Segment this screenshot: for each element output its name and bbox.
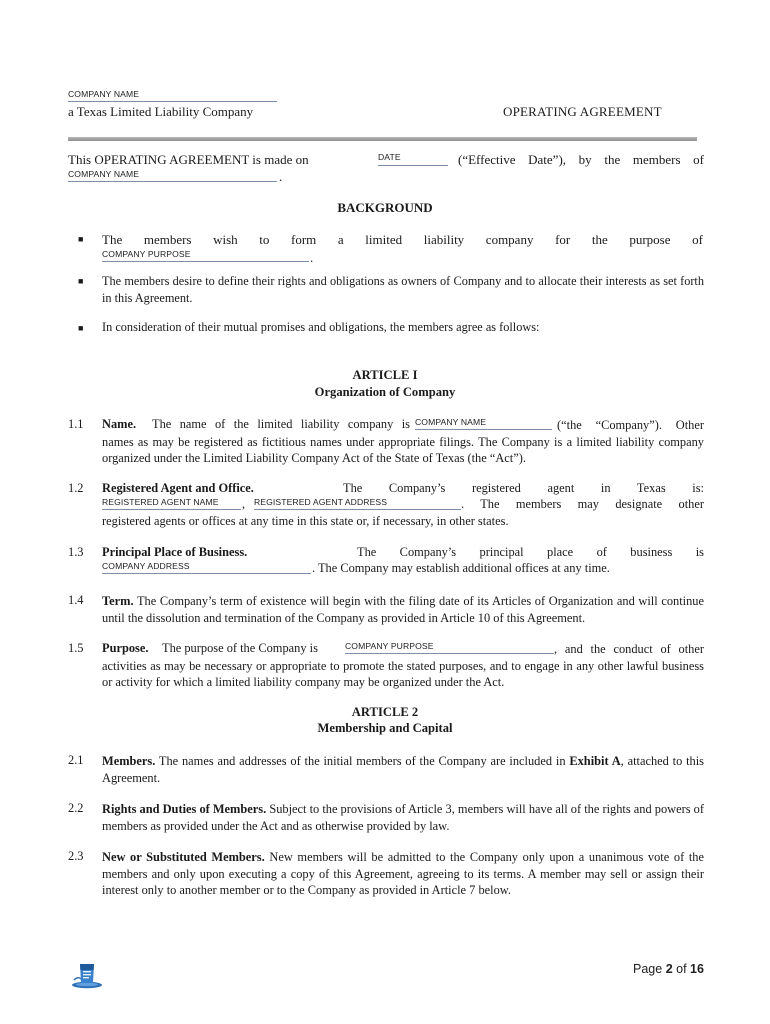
article1-subtitle: Organization of Company (314, 385, 456, 399)
section-1-1-text-a: The name of the limited liability company is (152, 417, 410, 431)
bullet1-period: . (310, 250, 314, 265)
header-divider (68, 137, 697, 141)
section-1-5-text-b: , and the conduct of other activities as may be necessary or appropriate to promote the stated purposes, and to engage in any other lawful business or activity for which a limited liability company may be organized under the Act. (102, 642, 704, 689)
background-purpose-field[interactable]: COMPANY PURPOSE (102, 249, 309, 262)
registered-agent-name-field[interactable]: REGISTERED AGENT NAME (102, 497, 241, 510)
article2-subtitle: Membership and Capital (317, 721, 453, 735)
purpose-field[interactable]: COMPANY PURPOSE (345, 641, 554, 654)
section-number: 2.2 (68, 801, 84, 815)
background-bullet-3: In consideration of their mutual promises and obligations, the members agree as follows: (102, 320, 540, 334)
intro-period: . (279, 169, 283, 184)
bullet-icon: ■ (78, 234, 84, 244)
background-bullet-2: The members desire to define their rights and obligations as owners of Company and to allocate their interests as set forth in this Agreement. (102, 274, 704, 305)
bullet-icon: ■ (78, 323, 84, 333)
page-total: 16 (690, 962, 704, 976)
exhibit-a-reference: Exhibit A (569, 754, 621, 768)
section-number: 1.4 (68, 593, 84, 607)
section-lead: Registered Agent and Office. (102, 481, 254, 495)
section-1-5-text-a: The purpose of the Company is (162, 641, 318, 655)
section-1-2-line1 (102, 481, 704, 497)
effective-date-field[interactable]: DATE (378, 152, 448, 166)
bullet-icon: ■ (78, 276, 84, 286)
page-current: 2 (665, 962, 673, 976)
section-number: 1.3 (68, 545, 84, 559)
section-lead: Name. (102, 417, 137, 431)
section-lead: Members. (102, 754, 156, 768)
section-2-3: New or Substituted Members. New members will be admitted to the Company only upon a unanimous vote of the members and only upon executing a copy of this Agreement, agreeing to its terms. A member may sell or assign their interest only to another member or to the Company as provided in Article 7 below. (102, 850, 704, 897)
hat-logo-icon (70, 956, 106, 990)
background-heading: BACKGROUND (337, 200, 433, 215)
registered-agent-address-field[interactable]: REGISTERED AGENT ADDRESS (254, 497, 461, 510)
section-1-2-text-c: registered agents or offices at any time in this state or, if necessary, in other states. (102, 514, 509, 528)
section-1-1-text-b: (“the “Company”). Other names as may be registered as fictitious names under appropriate filings. The Company is a limited liability company organized under the Limited Liability Company Act of the State of Texas (the “Act”). (102, 418, 704, 465)
company-address-field[interactable]: COMPANY ADDRESS (102, 561, 311, 574)
section-number: 2.1 (68, 753, 84, 767)
intro-text-b: (“Effective Date”), by the members of (458, 152, 704, 167)
section-1-3-line1 (102, 545, 704, 561)
section-lead: New or Substituted Members. (102, 850, 265, 864)
members-company-name-field[interactable]: COMPANY NAME (68, 169, 277, 182)
section-lead: Rights and Duties of Members. (102, 802, 267, 816)
document-title: OPERATING AGREEMENT (503, 104, 662, 119)
section-1-4: Term. The Company’s term of existence will begin with the filing date of its Articles of Organization and will continue until the dissolution and termination of the Company as provided in Article 10 of this Agreement. (102, 594, 704, 625)
section-number: 2.3 (68, 849, 84, 863)
section-1-2-text-b: . The members may designate other (461, 497, 704, 511)
section-lead: Purpose. (102, 641, 149, 655)
intro-text-a: This OPERATING AGREEMENT is made on (68, 152, 309, 167)
comma: , (242, 497, 246, 511)
section-number: 1.1 (68, 417, 84, 431)
company-subtitle: a Texas Limited Liability Company (68, 104, 254, 119)
section-1-3-text-b: . The Company may establish additional offices at any time. (312, 561, 610, 575)
section-number: 1.2 (68, 481, 84, 495)
article1-title: ARTICLE I (352, 368, 418, 382)
company-name-field[interactable]: COMPANY NAME (68, 89, 277, 102)
section-lead: Principal Place of Business. (102, 545, 248, 559)
section-2-1: Members. The names and addresses of the initial members of the Company are included in Exhibit A, attached to this Agreement. (102, 754, 704, 785)
intro-line (68, 152, 704, 168)
article2-title: ARTICLE 2 (351, 705, 419, 719)
name-company-field[interactable]: COMPANY NAME (415, 417, 552, 430)
section-1-3-text-a: The Company’s principal place of business is (357, 545, 704, 559)
section-number: 1.5 (68, 641, 84, 655)
section-lead: Term. (102, 594, 134, 608)
section-1-2-text-a: The Company’s registered agent in Texas is: (343, 481, 704, 495)
background-bullet-1: The members wish to form a limited liability company for the purpose of (102, 232, 703, 247)
page-number: Page 2 of 16 (633, 962, 704, 976)
section-2-2: Rights and Duties of Members. Subject to the provisions of Article 3, members will have all of the rights and powers of members as provided under the Act and as otherwise provided by law. (102, 802, 704, 833)
